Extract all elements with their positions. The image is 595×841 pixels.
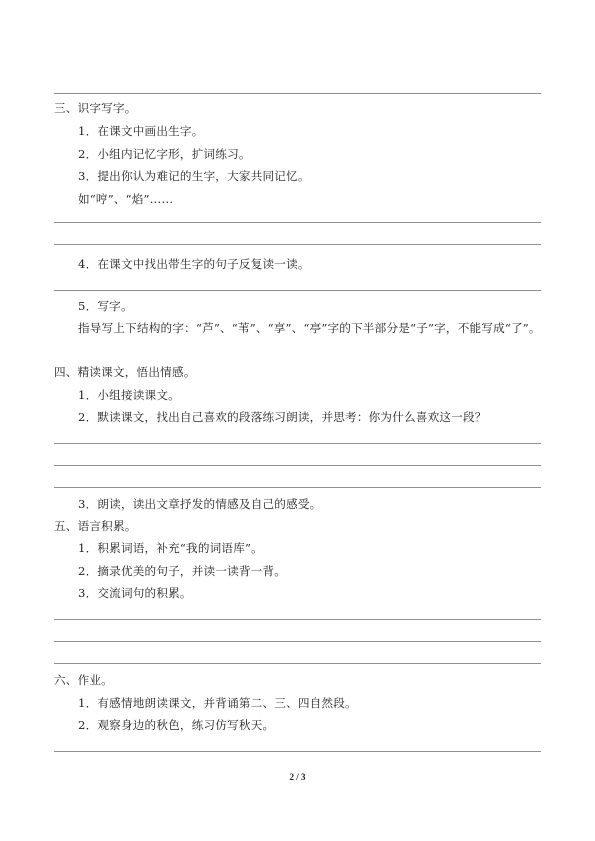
list-item: 5．写字。 <box>78 299 133 313</box>
list-item: 2．摘录优美的句子，并读一读背一背。 <box>78 564 287 578</box>
writing-line <box>54 619 541 620</box>
list-item: 1．有感情地朗读课文，并背诵第二、三、四自然段。 <box>78 696 357 710</box>
list-item: 2．默读课文，找出自己喜欢的段落练习朗读，并思考：你为什么喜欢这一段？ <box>78 410 487 424</box>
writing-line <box>54 290 541 291</box>
list-item: 2．小组内记忆字形，扩词练习。 <box>78 147 251 161</box>
writing-line <box>54 244 541 245</box>
writing-line <box>54 663 541 664</box>
writing-line <box>54 93 541 94</box>
page-number: 2 / 3 <box>289 772 306 782</box>
list-item: 1．积累词语，补充“我的词语库”。 <box>78 541 263 555</box>
list-item: 1．小组接读课文。 <box>78 388 180 402</box>
list-item: 3．交流词句的积累。 <box>78 586 192 600</box>
list-item: 1．在课文中画出生字。 <box>78 124 204 138</box>
list-item: 3．提出你认为难记的生字，大家共同记忆。 <box>78 169 310 183</box>
list-item: 3．朗读，读出文章抒发的情感及自己的感受。 <box>78 497 322 511</box>
list-item: 2．观察身边的秋色，练习仿写秋天。 <box>78 718 275 732</box>
example-text: 如“哼”、“焰”…… <box>78 192 174 206</box>
writing-line <box>54 443 541 444</box>
writing-line <box>54 641 541 642</box>
writing-line <box>54 487 541 488</box>
section-heading: 六、作业。 <box>54 673 113 687</box>
writing-line <box>54 751 541 752</box>
paragraph: 指导写上下结构的字：“芦”、“苇”、“享”、“亭”字的下半部分是“子”字，不能写成“了”。 <box>78 321 541 335</box>
section-heading: 三、识字写字。 <box>54 101 137 115</box>
writing-line <box>54 222 541 223</box>
list-item: 4．在课文中找出带生字的句子反复读一读。 <box>78 257 310 271</box>
writing-line <box>54 465 541 466</box>
section-heading: 四、精读课文，悟出情感。 <box>54 365 196 379</box>
section-heading: 五、语言积累。 <box>54 519 137 533</box>
